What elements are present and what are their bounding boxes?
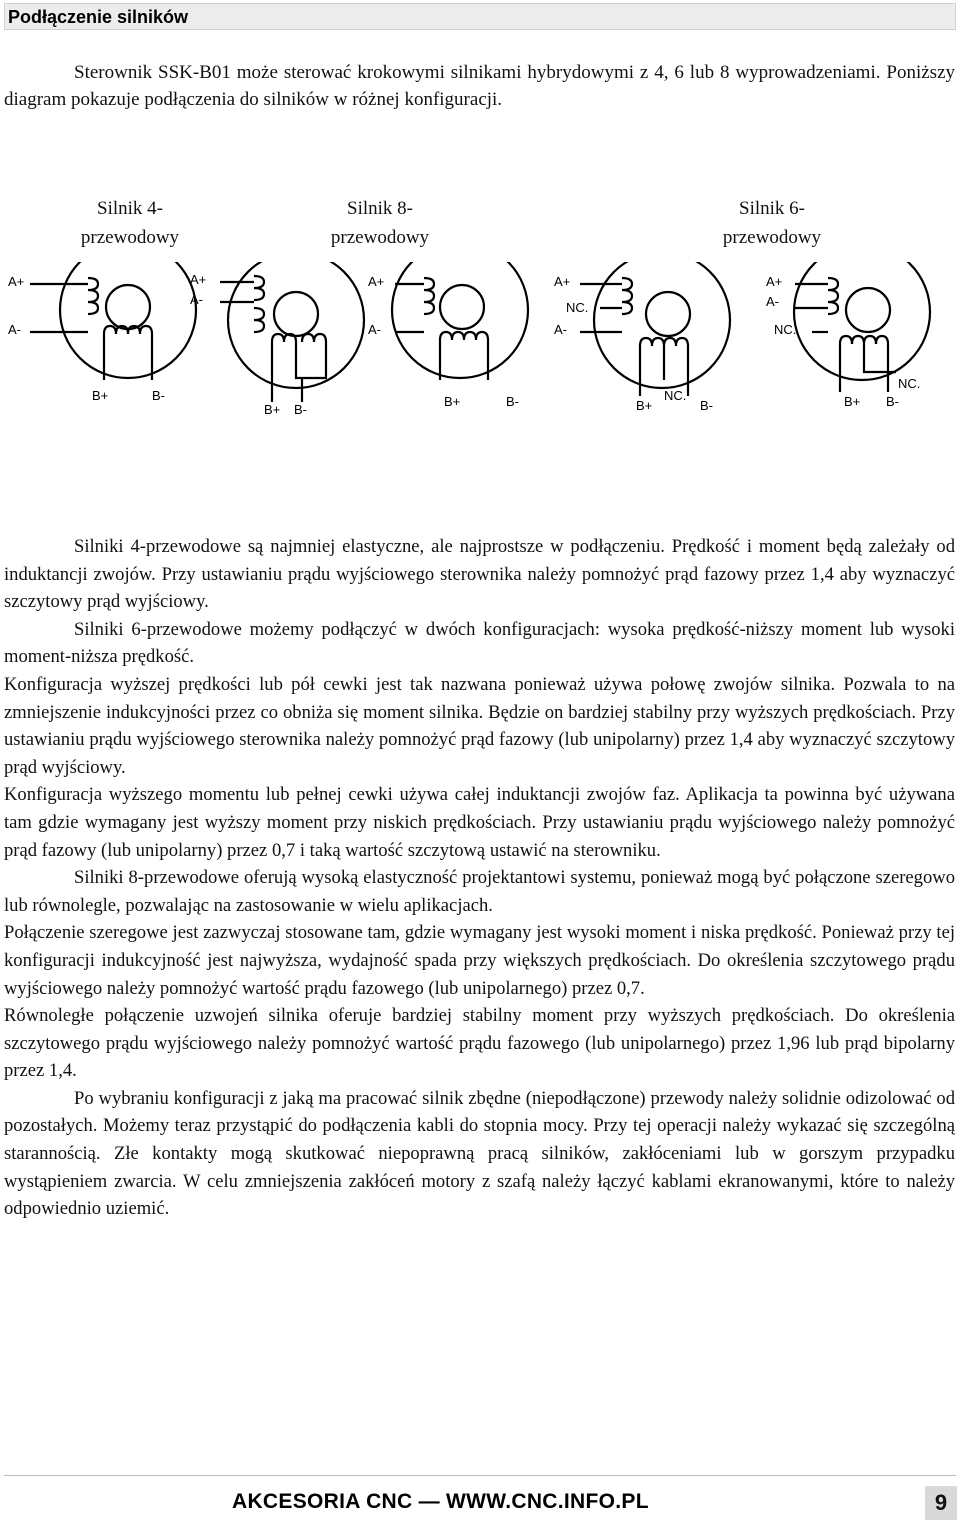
- motor-title-4-wire: [40, 194, 220, 252]
- label-a-plus: A+: [554, 274, 571, 289]
- motor-title-line1: Silnik 8-: [347, 198, 413, 219]
- paragraph-series-connection: Połączenie szeregowe jest zazwyczaj stosowane tam, gdzie wymagany jest wysoki moment i niska prędkość. Ponieważ przy tej konfiguracji indukcyjność jest najwyższa, wydajność spada przy większych prędkościach. Do określenia szczytowego prądu wyjściowego należy pomnożyć wartość prądu fazowego (lub unipolarnego) przez 0,7.: [4, 922, 955, 999]
- motor-title-line2: przewodowy: [80, 227, 180, 248]
- label-a-minus: A-: [190, 292, 203, 307]
- motor-title-line2: przewodowy: [722, 227, 822, 248]
- page-number: 9: [925, 1486, 957, 1520]
- motor-title-line2: przewodowy: [330, 227, 430, 248]
- label-a-plus: A+: [368, 274, 385, 289]
- motor-title-6-wire: [682, 194, 862, 252]
- label-a-minus: A-: [8, 322, 21, 337]
- motor-title-8-wire: [290, 194, 470, 252]
- motor-4-wire-schematic: [30, 262, 196, 380]
- label-a-minus: A-: [766, 294, 779, 309]
- paragraph-parallel-connection: Równoległe połączenie uzwojeń silnika oferuje bardziej stabilny moment przy wyższych prędkościach. Do określenia szczytowego prądu wyjściowego należy pomnożyć wartość prądu fazowego (lub unipolarnego) przez 1,96 lub prąd bipolarny przez 1,4.: [4, 1005, 955, 1082]
- motor-wiring-diagram: [0, 262, 960, 422]
- label-b-minus: B-: [700, 398, 713, 413]
- label-nc: NC.: [664, 388, 687, 403]
- paragraph-high-speed-config: Konfiguracja wyższej prędkości lub pół cewki jest tak nazwana ponieważ używa połowę zwojów silnika. Pozwala to na zmniejszenie indukcyjności przez co obniża się moment silnika. Będzie on bardziej stabilny przy wyższych prędkościach. Przy ustawianiu prądu wyjściowego sterownika należy pomnożyć prąd fazowy (lub unipolarny) przez 1,4 aby wyznaczyć szczytowy prąd wyjściowy.: [4, 673, 955, 778]
- paragraph-high-torque-config: Konfiguracja wyższego momentu lub pełnej cewki używa całej induktancji zwojów faz. Aplikacja ta powinna być używana tam gdzie wymagany jest wyższy moment przy niskich prędkościach. Przy ustawianiu prądu wyjściowego należy pomnożyć prąd fazowy (lub unipolarny) przez 0,7 i taką wartość szczytową ustawić na sterowniku.: [4, 784, 955, 861]
- footer-text: AKCESORIA CNC — WWW.CNC.INFO.PL: [232, 1490, 649, 1513]
- motor-8-wire-series-schematic: [220, 262, 364, 402]
- paragraph-6-wire: Silniki 6-przewodowe możemy podłączyć w dwóch konfiguracjach: wysoka prędkość-niższy moment lub wysoki moment-niższa prędkość.: [4, 618, 955, 668]
- motor-title-line1: Silnik 6-: [739, 198, 805, 219]
- label-a-plus: A+: [190, 272, 207, 287]
- section-title: Podłączenie silników: [8, 7, 189, 27]
- motor-6-wire-full-coil-schematic: [794, 262, 930, 392]
- label-b-minus: B-: [294, 402, 307, 417]
- label-b-plus: B+: [92, 388, 109, 403]
- motor-8-wire-parallel-schematic: [392, 262, 528, 380]
- label-b-plus: B+: [444, 394, 461, 409]
- body-text: [4, 533, 955, 1223]
- intro-paragraph: Sterownik SSK-B01 może sterować krokowymi silnikami hybrydowymi z 4, 6 lub 8 wyprowadzeniami. Poniższy diagram pokazuje podłączenia do silników w różnej konfiguracji.: [4, 62, 955, 110]
- label-b-minus: B-: [886, 394, 899, 409]
- label-b-plus: B+: [636, 398, 653, 413]
- label-b-plus: B+: [264, 402, 281, 417]
- label-b-plus: B+: [844, 394, 861, 409]
- label-nc: NC.: [566, 300, 589, 315]
- paragraph-4-wire: Silniki 4-przewodowe są najmniej elastyczne, ale najprostsze w podłączeniu. Prędkość i moment będą zależały od induktancji zwojów. Przy ustawianiu prądu wyjściowego sterownika należy pomnożyć prąd fazowy przez 1,4 aby wyznaczyć szczytowy prąd wyjściowy.: [4, 536, 955, 613]
- label-a-minus: A-: [554, 322, 567, 337]
- footer-divider: [4, 1475, 956, 1476]
- section-header: [4, 3, 956, 30]
- label-a-plus: A+: [766, 274, 783, 289]
- paragraph-final-wiring: Po wybraniu konfiguracji z jaką ma pracować silnik zbędne (niepodłączone) przewody należy solidnie odizolować od pozostałych. Możemy teraz przystąpić do podłączenia kabli do stopnia mocy. Przy tej operacji należy wykazać się szczególną starannością. Złe kontakty mogą skutkować niepoprawną pracą silników, zakłóceniami lub w gorszym przypadku wystąpieniem zwarcia. W celu zmniejszenia zakłóceń motory z szafą należy łączyć kablami ekranowanymi, które to należy odpowiednio uziemić.: [4, 1087, 955, 1220]
- label-b-minus: B-: [506, 394, 519, 409]
- motor-6-wire-half-coil-schematic: [580, 262, 730, 396]
- label-nc: NC.: [898, 376, 921, 391]
- paragraph-8-wire: Silniki 8-przewodowe oferują wysoką elastyczność projektantowi systemu, ponieważ mogą być połączone szeregowo lub równolegle, pozwalając na zastosowanie w wielu aplikacjach.: [4, 867, 955, 916]
- label-b-minus: B-: [152, 388, 165, 403]
- motor-title-line1: Silnik 4-: [97, 198, 163, 219]
- label-a-minus: A-: [368, 322, 381, 337]
- label-nc: NC.: [774, 322, 797, 337]
- label-a-plus: A+: [8, 274, 25, 289]
